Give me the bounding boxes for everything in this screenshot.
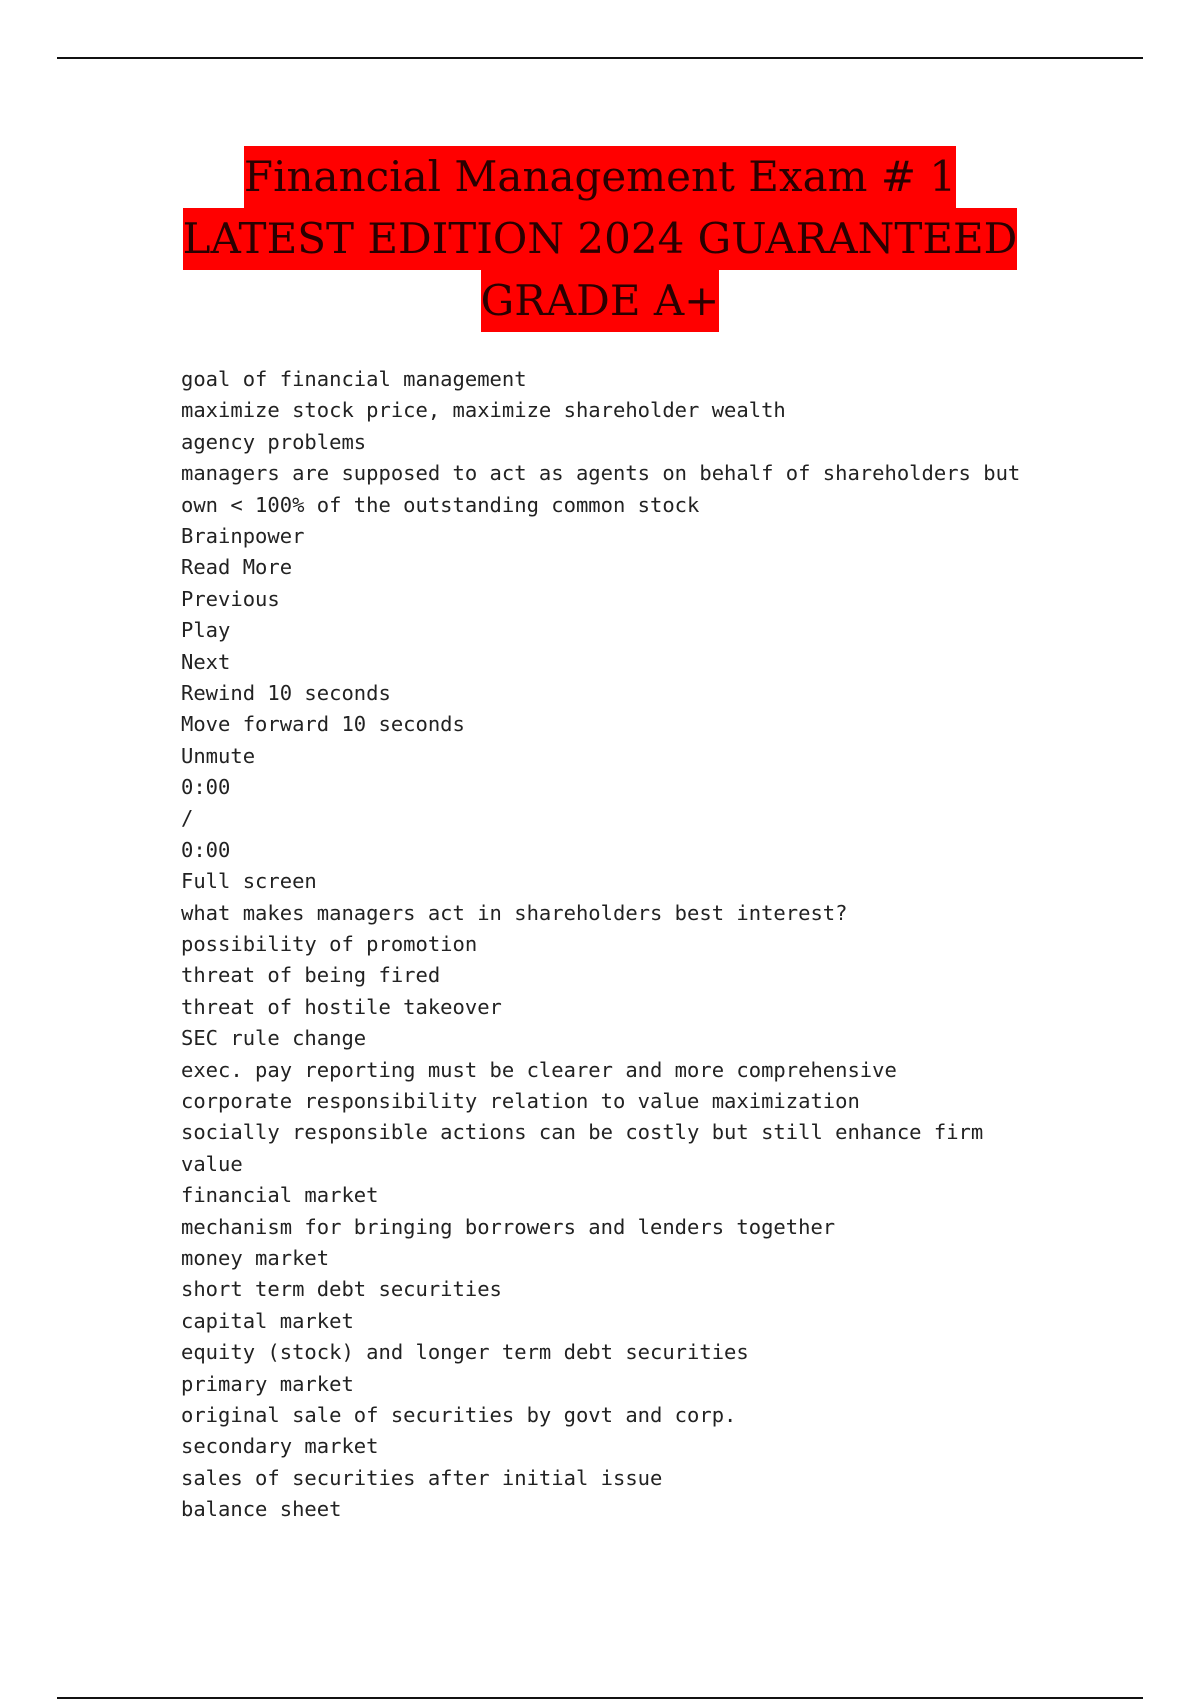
title-line: LATEST EDITION 2024 GUARANTEED [0, 208, 1200, 270]
text-line: secondary market [181, 1434, 379, 1459]
text-line: managers are supposed to act as agents on behalf of shareholders but [181, 461, 1021, 486]
text-line: short term debt securities [181, 1277, 502, 1302]
title-line: GRADE A+ [0, 270, 1200, 332]
text-line: capital market [181, 1308, 354, 1333]
title-line: Financial Management Exam # 1 [0, 146, 1200, 208]
text-line: equity (stock) and longer term debt securities [181, 1340, 749, 1365]
text-line: socially responsible actions can be costly but still enhance firm [181, 1120, 984, 1145]
text-line: mechanism for bringing borrowers and lenders together [181, 1214, 836, 1239]
text-line: financial market [181, 1183, 379, 1208]
text-line: Play [181, 618, 231, 643]
text-line: goal of financial management [181, 367, 527, 391]
text-line: Previous [181, 586, 280, 611]
text-line: maximize stock price, maximize shareholder wealth [181, 398, 786, 423]
text-line: Move forward 10 seconds [181, 712, 465, 737]
text-line: original sale of securities by govt and corp. [181, 1402, 737, 1427]
text-line: sales of securities after initial issue [181, 1465, 663, 1490]
text-line: 0:00 [181, 775, 231, 800]
text-line: threat of hostile takeover [181, 994, 502, 1019]
text-line: exec. pay reporting must be clearer and more comprehensive [181, 1057, 897, 1082]
text-line: Brainpower [181, 523, 305, 548]
text-line: own < 100% of the outstanding common stock [181, 492, 700, 517]
text-line: 0:00 [181, 837, 231, 862]
text-line: Read More [181, 555, 293, 580]
text-line: Unmute [181, 743, 256, 768]
text-line: value [181, 1151, 243, 1176]
text-line: possibility of promotion [181, 932, 478, 957]
text-line: Next [181, 649, 231, 674]
document-body [181, 364, 1061, 1525]
text-line: threat of being fired [181, 963, 441, 988]
text-line: agency problems [181, 429, 367, 454]
document-title [0, 146, 1200, 332]
text-line: / [181, 806, 194, 831]
text-line: money market [181, 1245, 330, 1270]
header-rule [57, 57, 1143, 59]
footer-rule [57, 1697, 1143, 1699]
text-line: Rewind 10 seconds [181, 680, 391, 705]
text-line: SEC rule change [181, 1026, 367, 1051]
text-line: primary market [181, 1371, 354, 1396]
text-line: what makes managers act in shareholders best interest? [181, 900, 848, 925]
text-line: corporate responsibility relation to value maximization [181, 1088, 860, 1113]
text-line: Full screen [181, 869, 317, 894]
text-line: balance sheet [181, 1497, 342, 1522]
